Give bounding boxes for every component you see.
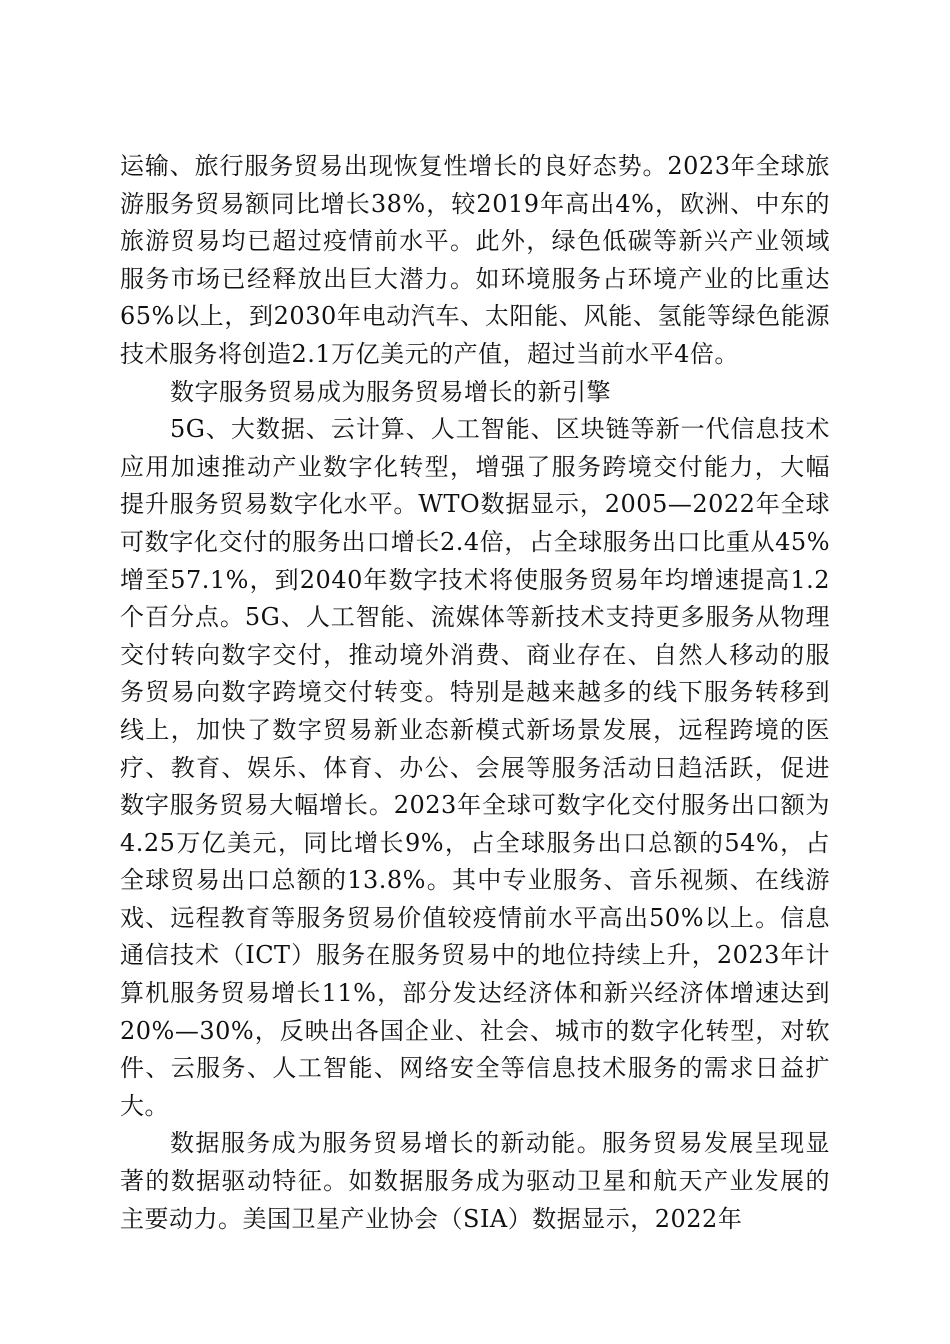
paragraph-digital-trade: 5G、大数据、云计算、人工智能、区块链等新一代信息技术应用加速推动产业数字化转型，增强了服务跨境交付能力，大幅提升服务贸易数字化水平。WTO数据显示，2005—2022年全球可数字化交付的服务出口增长2.4倍，占全球服务出口比重从45%增至57.1%，到2040年数字技术将使服务贸易年均增速提高1.2个百分点。5G、人工智能、流媒体等新技术支持更多服务从物理交付转向数字交付，推动境外消费、商业存在、自然人移动的服务贸易向数字跨境交付转变。特别是越来越多的线下服务转移到线上，加快了数字贸易新业态新模式新场景发展，远程跨境的医疗、教育、娱乐、体育、办公、会展等服务活动日趋活跃，促进数字服务贸易大幅增长。2023年全球可数字化交付服务出口额为4.25万亿美元，同比增长9%，占全球服务出口总额的54%，占全球贸易出口总额的13.8%。其中专业服务、音乐视频、在线游戏、远程教育等服务贸易价值较疫情前水平高出50%以上。信息通信技术（ICT）服务在服务贸易中的地位持续上升，2023年计算机服务贸易增长11%，部分发达经济体和新兴经济体增速达到20%—30%，反映出各国企业、社会、城市的数字化转型，对软件、云服务、人工智能、网络安全等信息技术服务的需求日益扩大。 (120, 415, 830, 1120)
document-body (120, 148, 830, 1238)
paragraph-continuation: 运输、旅行服务贸易出现恢复性增长的良好态势。2023年全球旅游服务贸易额同比增长38%，较2019年高出4%，欧洲、中东的旅游贸易均已超过疫情前水平。此外，绿色低碳等新兴产业领域服务市场已经释放出巨大潜力。如环境服务占环境产业的比重达65%以上，到2030年电动汽车、太阳能、风能、氢能等绿色能源技术服务将创造2.1万亿美元的产值，超过当前水平4倍。 (120, 152, 830, 368)
paragraph-data-services: 数据服务成为服务贸易增长的新动能。服务贸易发展呈现显著的数据驱动特征。如数据服务成为驱动卫星和航天产业发展的主要动力。美国卫星产业协会（SIA）数据显示，2022年 (120, 1129, 830, 1233)
section-heading: 数字服务贸易成为服务贸易增长的新引擎 (170, 377, 611, 406)
